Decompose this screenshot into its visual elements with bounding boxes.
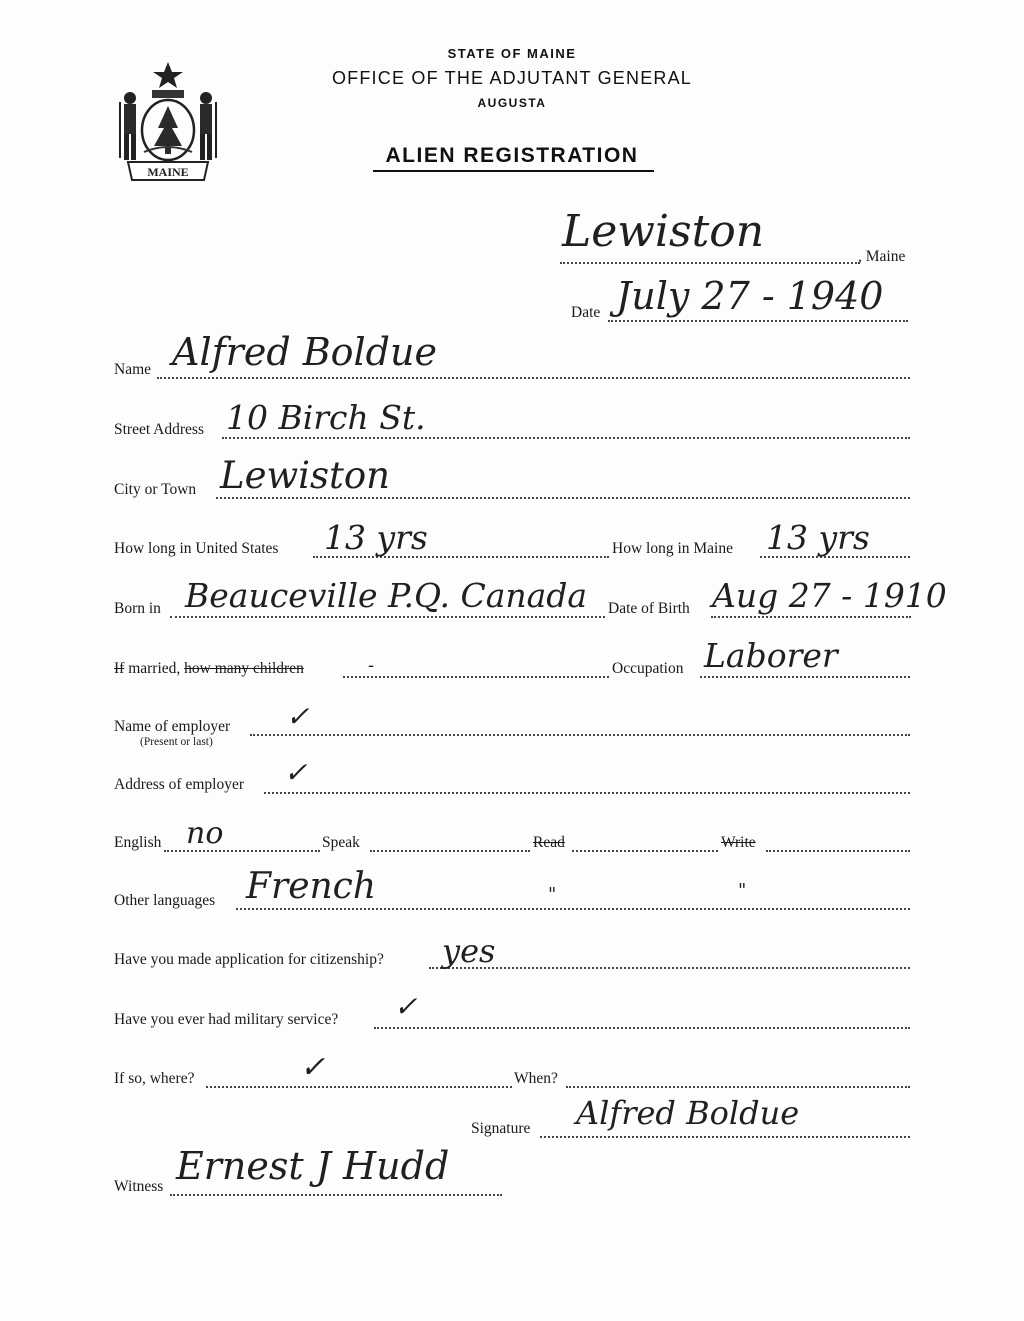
witness-label: Witness xyxy=(114,1178,164,1195)
name-value[interactable]: Alfred Boldue xyxy=(172,330,437,374)
occupation-value[interactable]: Laborer xyxy=(704,636,838,675)
other-languages-value[interactable]: French xyxy=(246,866,377,907)
dob-line xyxy=(711,616,911,618)
signature-label: Signature xyxy=(471,1120,531,1137)
employer-label: Name of employer xyxy=(114,718,231,735)
town-suffix: , Maine xyxy=(858,248,906,265)
street-line xyxy=(222,437,910,439)
married-value[interactable]: - xyxy=(368,655,375,676)
signature-line xyxy=(540,1136,910,1138)
married-label xyxy=(114,660,304,678)
write-line xyxy=(766,850,910,852)
speak-line xyxy=(370,850,530,852)
town-value[interactable]: Lewiston xyxy=(562,206,765,257)
form-title: ALIEN REGISTRATION xyxy=(385,144,639,167)
how-long-me-value[interactable]: 13 yrs xyxy=(766,518,870,557)
city-line xyxy=(216,497,910,499)
witness-value[interactable]: Ernest J Hudd xyxy=(176,1144,450,1188)
dob-value[interactable]: Aug 27 - 1910 xyxy=(712,576,947,615)
street-value[interactable]: 10 Birch St. xyxy=(226,398,426,437)
other-languages-ditto-2: " xyxy=(738,880,747,901)
married-text: married, xyxy=(124,660,185,677)
date-line xyxy=(608,320,908,322)
employer-value[interactable]: ✓ xyxy=(286,700,310,733)
header-office: OFFICE OF THE ADJUTANT GENERAL xyxy=(331,68,693,88)
employer-sublabel: (Present or last) xyxy=(140,736,213,748)
born-label: Born in xyxy=(114,600,161,617)
name-label: Name xyxy=(114,361,152,378)
witness-line xyxy=(170,1194,502,1196)
date-label: Date xyxy=(571,304,601,321)
speak-label: Speak xyxy=(322,834,360,851)
born-value[interactable]: Beauceville P.Q. Canada xyxy=(185,576,588,615)
military-label: Have you ever had military service? xyxy=(114,1011,339,1028)
write-label: Write xyxy=(721,834,756,851)
how-long-me-label: How long in Maine xyxy=(612,540,733,557)
header-city: AUGUSTA xyxy=(477,96,547,110)
where-value[interactable]: ✓ xyxy=(300,1050,326,1085)
other-languages-ditto-1: " xyxy=(548,884,557,905)
city-value[interactable]: Lewiston xyxy=(220,454,390,497)
where-line xyxy=(206,1086,512,1088)
english-value[interactable]: no xyxy=(186,816,224,851)
date-value[interactable]: July 27 - 1940 xyxy=(616,274,884,318)
dob-label: Date of Birth xyxy=(608,600,690,617)
other-languages-line xyxy=(236,908,910,910)
married-if-struck: If xyxy=(114,660,125,677)
read-label: Read xyxy=(533,834,565,851)
town-line xyxy=(560,262,860,264)
occupation-line xyxy=(700,676,910,678)
seal-text: MAINE xyxy=(147,165,189,179)
title-underline xyxy=(373,170,654,172)
name-line xyxy=(157,377,910,379)
city-label: City or Town xyxy=(114,481,197,498)
employer-address-line xyxy=(264,792,910,794)
english-label: English xyxy=(114,834,162,851)
other-languages-label: Other languages xyxy=(114,892,216,909)
citizenship-value[interactable]: yes xyxy=(442,932,496,970)
employer-address-value[interactable]: ✓ xyxy=(284,756,308,789)
employer-address-label: Address of employer xyxy=(114,776,244,793)
military-line xyxy=(374,1027,910,1029)
citizenship-label: Have you made application for citizenship? xyxy=(114,951,384,968)
signature-value[interactable]: Alfred Boldue xyxy=(576,1094,800,1132)
where-label: If so, where? xyxy=(114,1070,195,1087)
born-line xyxy=(170,616,605,618)
occupation-label: Occupation xyxy=(612,660,684,677)
how-long-us-label: How long in United States xyxy=(114,540,279,557)
when-line xyxy=(566,1086,910,1088)
when-label: When? xyxy=(514,1070,558,1087)
married-children-struck: how many children xyxy=(184,660,304,677)
how-long-us-value[interactable]: 13 yrs xyxy=(324,518,428,557)
street-label: Street Address xyxy=(114,421,204,438)
married-line xyxy=(343,676,609,678)
employer-line xyxy=(250,734,910,736)
citizenship-line xyxy=(429,967,910,969)
military-value[interactable]: ✓ xyxy=(394,990,418,1023)
header-state: STATE OF MAINE xyxy=(447,46,577,61)
read-line xyxy=(572,850,718,852)
